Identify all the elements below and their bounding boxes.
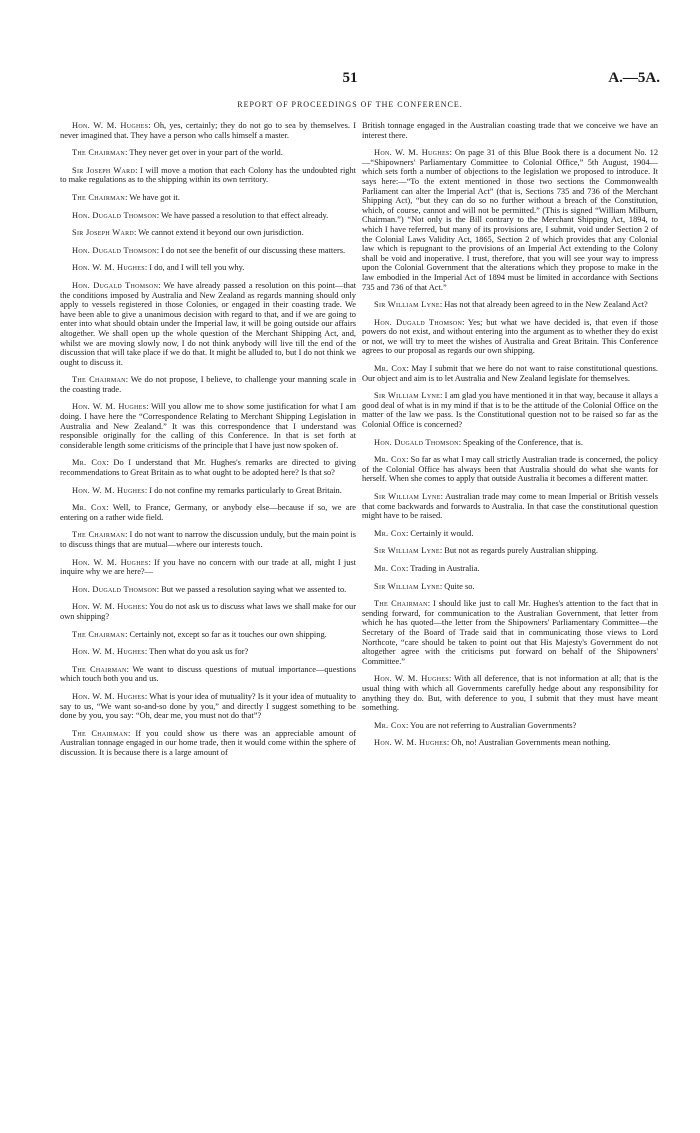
- speech-text: : Certainly it would.: [406, 528, 474, 538]
- speaker-name: Hon. W. M. Hughes: [72, 557, 149, 567]
- speech-text: : We cannot extend it beyond our own jurisdiction.: [134, 228, 304, 238]
- speech-text: : But we passed a resolution saying what we assented to.: [156, 584, 347, 594]
- speaker-name: Hon. Dugald Thomson: [72, 280, 159, 290]
- speech-paragraph: [362, 674, 658, 712]
- speaker-name: The Chairman: [72, 375, 126, 385]
- speaker-name: Sir Joseph Ward: [72, 228, 135, 238]
- speech-text: : We have got it.: [125, 192, 180, 202]
- speech-paragraph: [362, 738, 658, 748]
- speech-text: : Yes; but what we have decided is, that even if those powers do not exist, and without entering into the argument as to whether they do exist or not, we will try to meet the wishes of Australia and Great Britain. This Conference agrees to our proposal as regards our own shipping.: [362, 317, 658, 356]
- speaker-name: Sir William Lyne: [374, 546, 440, 556]
- speaker-name: Hon. W. M. Hughes: [72, 485, 145, 495]
- speaker-name: Mr. Cox: [374, 720, 406, 730]
- speech-text: : I do not confine my remarks particularly to Great Britain.: [144, 485, 342, 495]
- speaker-name: The Chairman: [72, 192, 126, 202]
- speaker-name: The Chairman: [72, 148, 126, 158]
- speech-text: : You do not ask us to discuss what laws we shall make for our own shipping?: [60, 602, 357, 621]
- speaker-name: The Chairman: [72, 728, 129, 738]
- speech-paragraph: [362, 582, 658, 592]
- speech-paragraph: [362, 492, 658, 521]
- speech-paragraph: [60, 692, 356, 721]
- speech-text: : I should like just to call Mr. Hughes's attention to the fact that in sending forward, for communication to the Australian Government, that letter from which he has quoted—the letter from the Shipowners' Parliamentary Committee—the Secretary of the Board of Trade said that in communicating those views to Lord Northcote, “care should be taken to point out that His Majesty's Government do not altogether agree with the criticisms put forward on behalf of the Shipowners' Committee.”: [362, 599, 658, 666]
- speech-text: : I will move a motion that each Colony has the undoubted right to make regulations as to the shipping within its own territory.: [60, 165, 356, 185]
- speech-text: : We do not propose, I believe, to challenge your manning scale in the coasting trade.: [60, 375, 357, 394]
- speech-paragraph: [60, 211, 356, 221]
- right-column: [362, 121, 658, 756]
- speech-paragraph: [60, 375, 356, 394]
- speech-text: : With all deference, that is not information at all; that is the usual thing with which all Governments carefully hedge about any responsibility for anything they do. But, with deference to you, I submit that they must have meant something.: [362, 674, 659, 713]
- speech-paragraph: [60, 503, 356, 522]
- speech-text: : We have passed a resolution to that effect already.: [156, 210, 329, 220]
- speech-text: : We have already passed a resolution on this point—that the conditions imposed by Australia and New Zealand as regards manning should only apply to vessels registered in those Colonies, or engaged in their coasting trade. We have been able to give a unanimous decision with regard to that, and if we are going to enter into what should obtain under the Imperial law, it will be going outside our affairs altogether. We shall open up the whole question of the Merchant Shipping Act, and, whilst we are moving slowly now, I do not think anybody will live till the end of the discussion that will take place if we do that. It might be alluded to, but I do not think we ought to discuss it.: [60, 280, 356, 367]
- speech-paragraph: [362, 364, 658, 383]
- speaker-name: Hon. Dugald Thomson: [72, 584, 157, 594]
- speech-paragraph: [60, 729, 356, 758]
- speech-text: : I do not want to narrow the discussion unduly, but the main point is to discuss things that are mutual—where our interests touch.: [60, 530, 356, 549]
- speaker-name: Hon. Dugald Thomson: [72, 210, 157, 220]
- speech-paragraph: [60, 630, 356, 640]
- speech-text: : You are not referring to Australian Governments?: [406, 720, 577, 730]
- speaker-name: Mr. Cox: [374, 455, 407, 465]
- speech-text: : Quite so.: [439, 581, 475, 591]
- speech-paragraph: [362, 300, 658, 310]
- speech-paragraph: [362, 455, 658, 484]
- speaker-name: Mr. Cox: [72, 458, 107, 468]
- speaker-name: Hon. W. M. Hughes: [72, 121, 149, 130]
- speech-text: : Well, to France, Germany, or anybody else—because if so, we are entering on a rather wide field.: [60, 503, 356, 522]
- speech-paragraph: [60, 665, 356, 684]
- speech-paragraph: [60, 166, 356, 185]
- speaker-name: The Chairman: [374, 599, 428, 609]
- speech-text: : So far as what I may call strictly Australian trade is concerned, the policy of the Colonial Office has always been that Australia should do what she wants for herself. When she comes to apply that outside Australia it becomes a different matter.: [362, 455, 658, 484]
- speech-paragraph: [362, 546, 658, 556]
- speaker-name: Sir William Lyne: [374, 581, 440, 591]
- speech-paragraph: [60, 263, 356, 273]
- speech-paragraph: [60, 458, 356, 477]
- speaker-name: Hon. Dugald Thomson: [72, 245, 157, 255]
- speech-paragraph: [60, 121, 356, 140]
- speech-paragraph: [362, 391, 658, 429]
- speech-paragraph: [362, 721, 658, 731]
- speaker-name: Mr. Cox: [374, 528, 406, 538]
- speech-text: : I am glad you have mentioned it in that way, because it allays a good deal of what is in my mind if that is to be the attitude of the Colonial Office on the matter of the law we pass. Is the Constitutional question not to be raised so far as the Colonial Office is concerned?: [362, 391, 658, 430]
- speech-text: : Trading in Australia.: [406, 563, 480, 573]
- speech-paragraph: [362, 564, 658, 574]
- speaker-name: Mr. Cox: [374, 563, 406, 573]
- speech-text: : Speaking of the Conference, that is.: [458, 437, 583, 447]
- speech-text: : Australian trade may come to mean Imperial or British vessels that come backwards and forwards to Australia. In that case the constitutional question might have to be raised.: [362, 492, 658, 521]
- speaker-name: Sir Joseph Ward: [72, 165, 136, 175]
- speech-paragraph: [60, 558, 356, 577]
- speaker-name: Mr. Cox: [374, 364, 407, 374]
- speech-paragraph: [60, 148, 356, 158]
- speech-text: : Do I understand that Mr. Hughes's remarks are directed to giving recommendations to Great Britain as to what ought to be adopted here? Is that so?: [60, 458, 356, 478]
- speech-paragraph: [362, 438, 658, 448]
- speech-text: : On page 31 of this Blue Book there is a document No. 12—“Shipowners' Parliamentary Committee to Colonial Office,” 5th August, 1904—which sets forth a number of objections to the legislation we proposed to introduce. It says here:—“To the extent mentioned in those two sections the Commonwealth Parliament can alter the Imperial Act” (that is, Sections 735 and 736 of the Merchant Shipping Act), “but they can do so no further without a breach of the Constitution, which, of course, cannot and will not be permitted.” (This is signed “William Milburn, Chairman.”) “Not only is the Bill contrary to the Merchant Shipping Act, 1894, to which I have referred, but many of its provisions are, I submit, void under Section 2 of the Colonial Laws Validity Act, 1865, Section 2 of which provides that any Colonial law which is repugnant to the provisions of an Imperial Act extending to the Colony shall be void and inoperative. I trust, therefore, that you will see your way to impress upon the Colonial Government that the alterations which they propose to make in the law embodied in the Imperial Act of 1894 must be limited in accordance with Sections 735 and 736 of that Act.”: [362, 148, 659, 292]
- speech-paragraph: [60, 246, 356, 256]
- speaker-name: The Chairman: [72, 530, 126, 540]
- left-column: [60, 121, 356, 766]
- speech-text: : Oh, no! Australian Governments mean nothing.: [446, 738, 611, 748]
- speech-text: : Has not that already been agreed to in the New Zealand Act?: [439, 300, 648, 310]
- speaker-name: Sir William Lyne: [374, 300, 440, 310]
- speaker-name: Hon. Dugald Thomson: [374, 317, 463, 327]
- speech-text: British tonnage engaged in the Australian coasting trade that we conceive we have an interest there.: [362, 121, 658, 140]
- speaker-name: Mr. Cox: [72, 503, 107, 513]
- page-number: 51: [342, 70, 358, 86]
- speech-text: : What is your idea of mutuality? Is it your idea of mutuality to say to us, “We want so-and-so done by you,” and directly I suggest something to be done by you, you say: “Oh, dear me, you must not do that”?: [60, 691, 356, 721]
- speaker-name: Hon. W. M. Hughes: [374, 674, 450, 684]
- speech-text: : They never get over in your part of the world.: [125, 148, 283, 158]
- speech-text: : I do, and I will tell you why.: [144, 263, 245, 273]
- speaker-name: Hon. W. M. Hughes: [72, 402, 147, 412]
- speech-text: : Then what do you ask us for?: [144, 647, 249, 657]
- speech-text: : But not as regards purely Australian shipping.: [439, 546, 599, 556]
- speaker-name: Sir William Lyne: [374, 391, 441, 401]
- speech-text: : Certainly not, except so far as it touches our own shipping.: [125, 629, 327, 639]
- speech-paragraph: [60, 402, 356, 450]
- speaker-name: The Chairman: [72, 664, 127, 674]
- speech-paragraph: [60, 281, 356, 367]
- speech-text: : We want to discuss questions of mutual importance—questions which touch both you and us.: [60, 664, 356, 684]
- speech-paragraph: [60, 228, 356, 238]
- speech-paragraph: [60, 585, 356, 595]
- speaker-name: Hon. W. M. Hughes: [374, 148, 450, 158]
- document-reference: A.—5A.: [608, 70, 660, 86]
- speaker-name: Hon. W. M. Hughes: [72, 263, 145, 273]
- speech-text: : If you could show us there was an appreciable amount of Australian tonnage engaged in our home trade, then it would come within the sphere of discussion. It is because there is a large amount of: [60, 728, 357, 757]
- speaker-name: Hon. W. M. Hughes: [72, 647, 145, 657]
- speaker-name: Hon. W. M. Hughes: [72, 691, 145, 701]
- speech-text: : Will you allow me to show some justification for what I am doing. I have here the “Correspondence Relating to Merchant Shipping Legislation in Australia and New Zealand.” It was this correspondence that I understand was responsible originally for the calling of this Conference. In that is set forth at considerable length some criticisms of the principle that I have just now spoken of.: [60, 402, 356, 450]
- speaker-name: The Chairman: [72, 629, 126, 639]
- speech-paragraph: [60, 193, 356, 203]
- speech-text: : Oh, yes, certainly; they do not go to sea by themselves. I never imagined that. They have a person who calls himself a master.: [60, 121, 356, 140]
- speech-paragraph: [362, 529, 658, 539]
- speech-paragraph: [362, 318, 658, 356]
- speech-paragraph: [362, 599, 658, 666]
- speech-text: : May I submit that we here do not want to raise constitutional questions. Our object and aim is to let Australia and New Zealand legislate for themselves.: [362, 364, 658, 383]
- speech-paragraph: [362, 148, 658, 292]
- speech-paragraph: [60, 530, 356, 549]
- speech-text: : If you have no concern with our trade at all, might I just inquire why we are here?—: [60, 557, 357, 577]
- speech-paragraph: [60, 647, 356, 657]
- speech-text: : I do not see the benefit of our discussing these matters.: [156, 245, 346, 255]
- speech-paragraph: [60, 486, 356, 496]
- speaker-name: Sir William Lyne: [374, 492, 441, 501]
- speech-paragraph: [362, 121, 658, 140]
- speaker-name: Hon. W. M. Hughes: [374, 738, 447, 748]
- speaker-name: Hon. W. M. Hughes: [72, 602, 146, 612]
- speech-paragraph: [60, 602, 356, 621]
- speaker-name: Hon. Dugald Thomson: [374, 437, 459, 447]
- running-head: REPORT OF PROCEEDINGS OF THE CONFERENCE.: [237, 100, 463, 109]
